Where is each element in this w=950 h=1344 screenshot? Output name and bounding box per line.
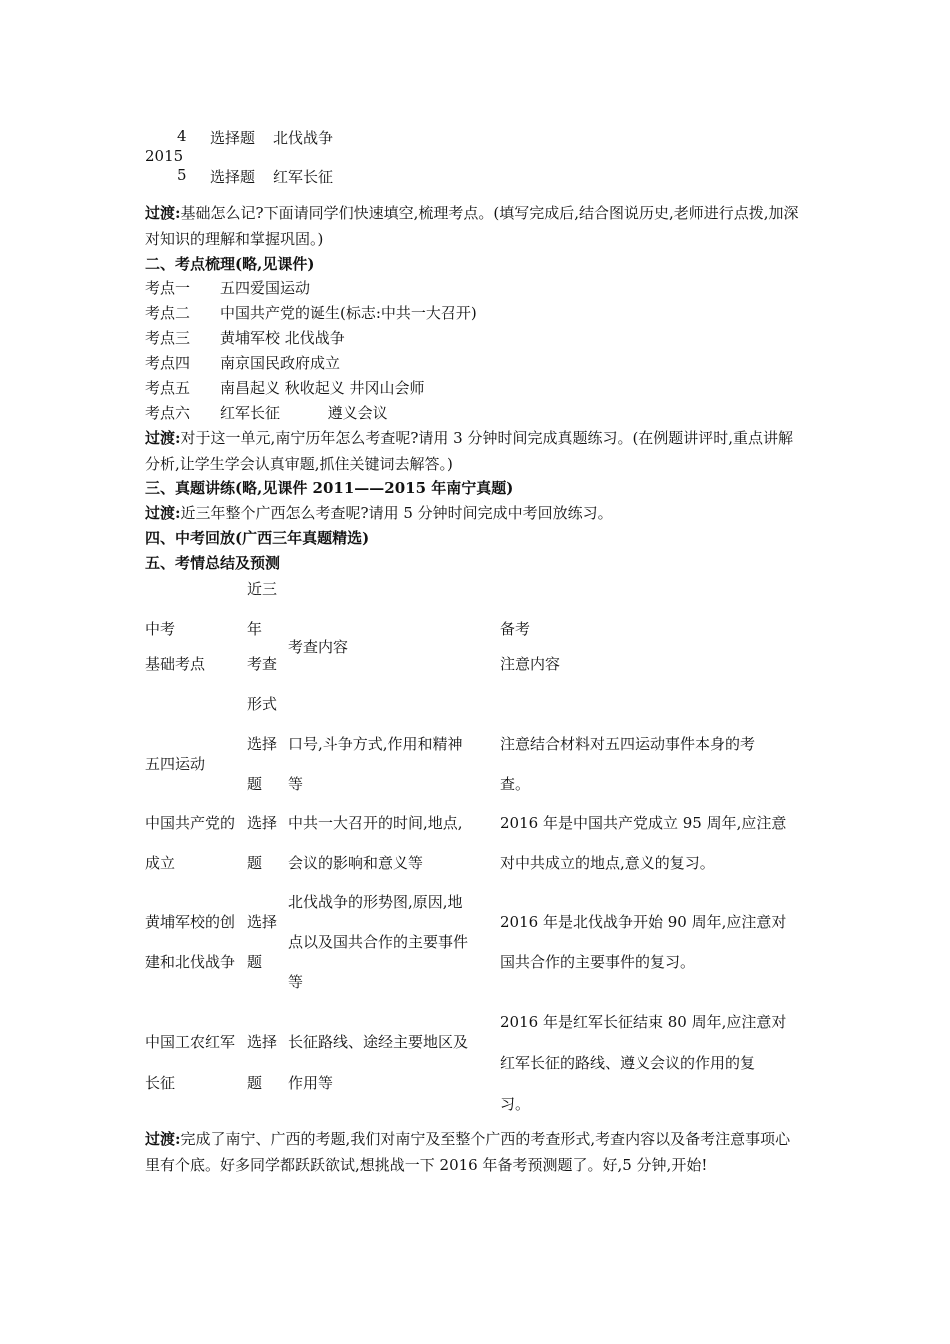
header-col2-line2: 年	[247, 620, 263, 638]
row-form-line2: 题	[247, 953, 263, 971]
kaodian-name: 考点四	[145, 354, 191, 372]
section-heading-2: 二、考点梳理(略,见课件)	[145, 255, 315, 273]
row-point-line1: 中国工农红军	[145, 1033, 236, 1051]
section-heading-3: 三、真题讲练(略,见课件 2011——2015 年南宁真题)	[145, 479, 514, 497]
header-col4-line1: 备考	[500, 620, 531, 638]
kaodian-name: 考点六	[145, 404, 191, 422]
row5-topic: 红军长征	[273, 168, 334, 186]
row-content-line2: 会议的影响和意义等	[288, 854, 424, 872]
header-col2-line4: 形式	[247, 695, 278, 713]
row-note-line2: 国共合作的主要事件的复习。	[500, 953, 696, 971]
transition-paragraph-3	[145, 502, 613, 523]
row-content-line3: 等	[288, 973, 304, 991]
row5-type: 选择题	[210, 168, 256, 186]
row-note-line2: 对中共成立的地点,意义的复习。	[500, 854, 715, 872]
header-col1-line2: 基础考点	[145, 655, 206, 673]
transition-paragraph-1	[145, 200, 805, 252]
row-content-line1: 长征路线、途经主要地区及	[288, 1033, 469, 1051]
row-form-line2: 题	[247, 854, 263, 872]
year-label: 2015	[145, 147, 184, 165]
row-point-line1: 黄埔军校的创	[145, 913, 236, 931]
kaodian-name: 考点二	[145, 304, 191, 322]
transition-text: 对于这一单元,南宁历年怎么考查呢?请用 3 分钟时间完成真题练习。(在例题讲评时,重点讲解分析,让学生学会认真审题,抓住关键词去解答。)	[145, 429, 794, 473]
row-note-line2: 查。	[500, 775, 531, 793]
transition-paragraph-4	[145, 1126, 805, 1178]
row-note-line1: 2016 年是中国共产党成立 95 周年,应注意	[500, 814, 787, 832]
row-point-line2: 建和北伐战争	[145, 953, 236, 971]
header-col2-line3: 考查	[247, 655, 278, 673]
header-col4-line2: 注意内容	[500, 655, 561, 673]
kaodian-text: 南昌起义 秋收起义 井冈山会师	[220, 379, 425, 397]
transition-text: 基础怎么记?下面请同学们快速填空,梳理考点。(填写完成后,结合图说历史,老师进行点拨,加深对知识的理解和掌握巩固。)	[145, 204, 799, 248]
row-point-line1: 中国共产党的	[145, 814, 236, 832]
row-form-line1: 选择	[247, 735, 278, 753]
row-form-line2: 题	[247, 1074, 263, 1092]
row-content-line2: 点以及国共合作的主要事件	[288, 933, 469, 951]
section-heading-5: 五、考情总结及预测	[145, 554, 281, 572]
row-content-line2: 作用等	[288, 1074, 334, 1092]
row-note-line1: 2016 年是北伐战争开始 90 周年,应注意对	[500, 913, 787, 931]
row-point-line2: 长征	[145, 1074, 176, 1092]
transition-text: 完成了南宁、广西的考题,我们对南宁及至整个广西的考查形式,考查内容以及备考注意事项心里有个底。好多同学都跃跃欲试,想挑战一下 2016 年备考预测题了。好,5 分钟,开始!	[145, 1130, 791, 1174]
row-form-line1: 选择	[247, 814, 278, 832]
row4-topic: 北伐战争	[273, 129, 334, 147]
transition-label: 过渡:	[145, 504, 181, 522]
header-col3: 考查内容	[288, 638, 349, 656]
row-content-line1: 中共一大召开的时间,地点,	[288, 814, 463, 832]
transition-paragraph-2	[145, 425, 805, 477]
transition-label: 过渡:	[145, 1130, 181, 1148]
kaodian-text: 五四爱国运动	[220, 279, 311, 297]
row4-type: 选择题	[210, 129, 256, 147]
row5-number: 5	[177, 166, 187, 184]
row-note-line2: 红军长征的路线、遵义会议的作用的复	[500, 1054, 756, 1072]
kaodian-text: 中国共产党的诞生(标志:中共一大召开)	[220, 304, 477, 322]
kaodian-name: 考点一	[145, 279, 191, 297]
row-note-line3: 习。	[500, 1095, 531, 1113]
row4-number: 4	[177, 127, 187, 145]
row-form-line2: 题	[247, 775, 263, 793]
kaodian-text: 南京国民政府成立	[220, 354, 341, 372]
kaodian-name: 考点五	[145, 379, 191, 397]
kaodian-text: 黄埔军校 北伐战争	[220, 329, 345, 347]
row-note-line1: 注意结合材料对五四运动事件本身的考	[500, 735, 756, 753]
row-content-line1: 北伐战争的形势图,原因,地	[288, 893, 463, 911]
transition-label: 过渡:	[145, 429, 181, 447]
row-note-line1: 2016 年是红军长征结束 80 周年,应注意对	[500, 1013, 787, 1031]
kaodian-text: 红军长征 遵义会议	[220, 404, 388, 422]
row-point: 五四运动	[145, 755, 206, 773]
header-col1-line1: 中考	[145, 620, 176, 638]
section-heading-4: 四、中考回放(广西三年真题精选)	[145, 529, 370, 547]
row-content-line1: 口号,斗争方式,作用和精神	[288, 735, 463, 753]
transition-label: 过渡:	[145, 204, 181, 222]
transition-text: 近三年整个广西怎么考查呢?请用 5 分钟时间完成中考回放练习。	[180, 504, 613, 522]
header-col2-line1: 近三	[247, 580, 278, 598]
row-content-line2: 等	[288, 775, 304, 793]
kaodian-name: 考点三	[145, 329, 191, 347]
row-point-line2: 成立	[145, 854, 176, 872]
row-form-line1: 选择	[247, 913, 278, 931]
row-form-line1: 选择	[247, 1033, 278, 1051]
